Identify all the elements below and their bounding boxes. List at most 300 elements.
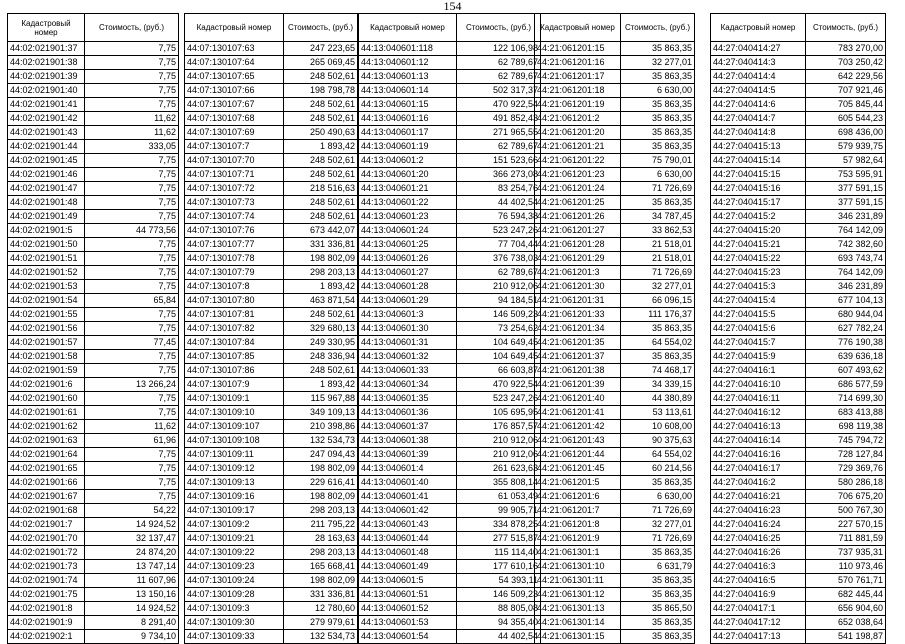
cost-cell: 248 502,61 — [284, 112, 358, 126]
table-row — [359, 378, 541, 392]
cadastral-number-cell: 44:07:130107:78 — [185, 252, 284, 266]
cost-cell: 32 277,01 — [621, 280, 695, 294]
table-row — [8, 224, 179, 238]
cadastral-number-cell: 44:02:021901:63 — [8, 434, 85, 448]
cost-cell: 227 570,15 — [806, 518, 886, 532]
cost-cell: 8 291,40 — [85, 616, 179, 630]
cost-cell: 248 502,61 — [284, 210, 358, 224]
cost-cell: 7,75 — [85, 350, 179, 364]
cost-cell: 7,75 — [85, 322, 179, 336]
cost-cell: 1 893,42 — [284, 140, 358, 154]
table-row — [535, 336, 695, 350]
table-row — [185, 350, 358, 364]
cadastral-number-cell: 44:21:061201:44 — [535, 448, 621, 462]
cadastral-table — [184, 13, 358, 644]
table-row — [185, 196, 358, 210]
table-row — [8, 196, 179, 210]
table-row — [185, 406, 358, 420]
cadastral-number-cell: 44:27:040415:2 — [711, 210, 806, 224]
table-row — [359, 476, 541, 490]
cost-cell: 165 668,41 — [284, 560, 358, 574]
cadastral-number-cell: 44:21:061201:31 — [535, 294, 621, 308]
table-row — [359, 574, 541, 588]
table-row — [8, 350, 179, 364]
table-row — [359, 42, 541, 56]
cadastral-number-cell: 44:07:130109:1 — [185, 392, 284, 406]
cadastral-number-cell: 44:13:040601:25 — [359, 238, 457, 252]
cost-cell: 271 965,55 — [457, 126, 541, 140]
cadastral-number-cell: 44:02:021901:60 — [8, 392, 85, 406]
table-row — [185, 266, 358, 280]
cadastral-number-cell: 44:13:040601:21 — [359, 182, 457, 196]
cadastral-number-cell: 44:02:021901:62 — [8, 420, 85, 434]
table-row — [8, 560, 179, 574]
cost-cell: 7,75 — [85, 280, 179, 294]
cadastral-number-cell: 44:21:061201:40 — [535, 392, 621, 406]
cadastral-number-cell: 44:21:061201:41 — [535, 406, 621, 420]
table-row — [8, 154, 179, 168]
cadastral-number-cell: 44:13:040601:52 — [359, 602, 457, 616]
cost-cell: 541 198,87 — [806, 630, 886, 644]
cost-cell: 729 369,76 — [806, 462, 886, 476]
table-row — [359, 84, 541, 98]
table-row — [359, 406, 541, 420]
cost-cell: 66 096,15 — [621, 294, 695, 308]
cadastral-number-cell: 44:13:040601:32 — [359, 350, 457, 364]
cadastral-number-cell: 44:13:040601:36 — [359, 406, 457, 420]
table-row — [711, 560, 886, 574]
cost-cell: 652 038,64 — [806, 616, 886, 630]
cadastral-number-cell: 44:21:061201:43 — [535, 434, 621, 448]
table-row — [8, 308, 179, 322]
cost-cell: 627 782,24 — [806, 322, 886, 336]
table-row — [8, 504, 179, 518]
table-row — [535, 308, 695, 322]
cadastral-number-cell: 44:21:061201:17 — [535, 70, 621, 84]
cadastral-number-cell: 44:07:130109:24 — [185, 574, 284, 588]
cadastral-number-cell: 44:27:040416:10 — [711, 378, 806, 392]
cost-cell: 122 106,98 — [457, 42, 541, 56]
table-row — [535, 378, 695, 392]
table-row — [359, 434, 541, 448]
cost-cell: 176 857,57 — [457, 420, 541, 434]
table-header-row — [711, 14, 886, 42]
header-cadastral-number: Кадастровый номер — [711, 14, 806, 42]
cadastral-number-cell: 44:13:040601:49 — [359, 560, 457, 574]
table-row — [185, 630, 358, 644]
cadastral-number-cell: 44:13:040601:54 — [359, 630, 457, 644]
cadastral-number-cell: 44:02:021901:43 — [8, 126, 85, 140]
table-row — [359, 420, 541, 434]
cadastral-number-cell: 44:21:061201:21 — [535, 140, 621, 154]
cost-cell: 64 554,02 — [621, 448, 695, 462]
table-row — [8, 420, 179, 434]
cadastral-number-cell: 44:02:021901:58 — [8, 350, 85, 364]
cost-cell: 7,75 — [85, 252, 179, 266]
cost-cell: 698 119,38 — [806, 420, 886, 434]
table-row — [185, 168, 358, 182]
cost-cell: 146 509,23 — [457, 308, 541, 322]
cost-cell: 470 922,54 — [457, 98, 541, 112]
cadastral-number-cell: 44:07:130107:79 — [185, 266, 284, 280]
cost-cell: 248 502,61 — [284, 70, 358, 84]
cadastral-number-cell: 44:27:040415:17 — [711, 196, 806, 210]
cadastral-number-cell: 44:13:040601:23 — [359, 210, 457, 224]
table-row — [185, 70, 358, 84]
cadastral-number-cell: 44:21:061201:18 — [535, 84, 621, 98]
cadastral-number-cell: 44:21:061201:42 — [535, 420, 621, 434]
cadastral-number-cell: 44:02:021901:72 — [8, 546, 85, 560]
cost-cell: 579 939,75 — [806, 140, 886, 154]
cost-cell: 94 355,40 — [457, 616, 541, 630]
cost-cell: 210 398,86 — [284, 420, 358, 434]
cadastral-number-cell: 44:21:061201:2 — [535, 112, 621, 126]
table-row — [711, 196, 886, 210]
cadastral-number-cell: 44:02:021901:75 — [8, 588, 85, 602]
table-row — [359, 350, 541, 364]
table-row — [535, 602, 695, 616]
table-row — [185, 574, 358, 588]
table-row — [711, 434, 886, 448]
cadastral-number-cell: 44:02:021901:44 — [8, 140, 85, 154]
table-row — [711, 224, 886, 238]
cost-cell: 218 516,63 — [284, 182, 358, 196]
cadastral-number-cell: 44:21:061201:39 — [535, 378, 621, 392]
table-row — [359, 532, 541, 546]
table-row — [711, 126, 886, 140]
cost-cell: 677 104,13 — [806, 294, 886, 308]
cadastral-number-cell: 44:27:040414:4 — [711, 70, 806, 84]
table-row — [711, 448, 886, 462]
cost-cell: 71 726,69 — [621, 266, 695, 280]
cadastral-number-cell: 44:07:130107:68 — [185, 112, 284, 126]
table-row — [8, 98, 179, 112]
table-row — [185, 112, 358, 126]
cadastral-number-cell: 44:07:130107:76 — [185, 224, 284, 238]
cost-cell: 14 924,52 — [85, 602, 179, 616]
table-row — [535, 154, 695, 168]
cost-cell: 334 878,25 — [457, 518, 541, 532]
cost-cell: 639 636,18 — [806, 350, 886, 364]
table-row — [535, 280, 695, 294]
cadastral-number-cell: 44:21:061201:37 — [535, 350, 621, 364]
cost-cell: 349 109,13 — [284, 406, 358, 420]
cost-cell: 333,05 — [85, 140, 179, 154]
cost-cell: 74 468,17 — [621, 364, 695, 378]
table-row — [535, 42, 695, 56]
table-row — [185, 392, 358, 406]
table-row — [185, 252, 358, 266]
cost-cell: 248 502,61 — [284, 308, 358, 322]
cost-cell: 146 509,23 — [457, 588, 541, 602]
table-row — [535, 126, 695, 140]
table-row — [185, 98, 358, 112]
cadastral-number-cell: 44:27:040415:15 — [711, 168, 806, 182]
table-row — [711, 392, 886, 406]
table-row — [359, 546, 541, 560]
table-row — [8, 56, 179, 70]
table-row — [359, 224, 541, 238]
cost-cell: 44 402,54 — [457, 196, 541, 210]
cost-cell: 73 254,62 — [457, 322, 541, 336]
cost-cell: 13 266,24 — [85, 378, 179, 392]
cost-cell: 35 863,35 — [621, 574, 695, 588]
table-row — [535, 84, 695, 98]
cost-cell: 35 863,35 — [621, 140, 695, 154]
cadastral-number-cell: 44:13:040601:33 — [359, 364, 457, 378]
cost-cell: 745 794,72 — [806, 434, 886, 448]
cost-cell: 11 607,96 — [85, 574, 179, 588]
cadastral-number-cell: 44:27:040417:13 — [711, 630, 806, 644]
cadastral-number-cell: 44:27:040416:9 — [711, 588, 806, 602]
table-row — [535, 532, 695, 546]
cadastral-number-cell: 44:13:040601:43 — [359, 518, 457, 532]
cadastral-number-cell: 44:21:061201:5 — [535, 476, 621, 490]
cadastral-number-cell: 44:02:021901:73 — [8, 560, 85, 574]
table-row — [185, 490, 358, 504]
table-row — [535, 56, 695, 70]
cost-cell: 7,75 — [85, 56, 179, 70]
cost-cell: 94 184,51 — [457, 294, 541, 308]
table-row — [711, 462, 886, 476]
cost-cell: 11,62 — [85, 420, 179, 434]
table-row — [8, 532, 179, 546]
cost-cell: 9 734,10 — [85, 630, 179, 644]
cost-cell: 177 610,16 — [457, 560, 541, 574]
header-cost: Стоимость, (руб.) — [806, 14, 886, 42]
table-row — [359, 308, 541, 322]
table-row — [185, 560, 358, 574]
cost-cell: 104 649,45 — [457, 350, 541, 364]
table-row — [8, 84, 179, 98]
table-row — [359, 504, 541, 518]
table-row — [359, 196, 541, 210]
table-row — [711, 140, 886, 154]
cadastral-number-cell: 44:27:040415:9 — [711, 350, 806, 364]
cost-cell: 13 150,16 — [85, 588, 179, 602]
cost-cell: 706 675,20 — [806, 490, 886, 504]
cadastral-number-cell: 44:02:021901:57 — [8, 336, 85, 350]
cost-cell: 605 544,23 — [806, 112, 886, 126]
table-row — [711, 168, 886, 182]
cost-cell: 248 502,61 — [284, 98, 358, 112]
cost-cell: 44 380,89 — [621, 392, 695, 406]
cadastral-number-cell: 44:21:061201:9 — [535, 532, 621, 546]
cadastral-number-cell: 44:02:021901:9 — [8, 616, 85, 630]
cadastral-number-cell: 44:02:021901:51 — [8, 252, 85, 266]
table-row — [8, 112, 179, 126]
table-row — [711, 476, 886, 490]
cadastral-number-cell: 44:27:040416:25 — [711, 532, 806, 546]
cost-cell: 88 805,08 — [457, 602, 541, 616]
cadastral-number-cell: 44:13:040601:51 — [359, 588, 457, 602]
cost-cell: 7,75 — [85, 476, 179, 490]
cost-cell: 279 979,61 — [284, 616, 358, 630]
cost-cell: 32 277,01 — [621, 56, 695, 70]
cadastral-number-cell: 44:07:130107:85 — [185, 350, 284, 364]
cost-cell: 77 704,44 — [457, 238, 541, 252]
cadastral-number-cell: 44:02:021901:55 — [8, 308, 85, 322]
cadastral-number-cell: 44:02:021901:66 — [8, 476, 85, 490]
cadastral-number-cell: 44:13:040601:39 — [359, 448, 457, 462]
table-row — [185, 84, 358, 98]
table-row — [535, 238, 695, 252]
cost-cell: 35 863,35 — [621, 98, 695, 112]
table-row — [8, 588, 179, 602]
cadastral-number-cell: 44:21:061201:35 — [535, 336, 621, 350]
cadastral-number-cell: 44:02:021901:61 — [8, 406, 85, 420]
cost-cell: 7,75 — [85, 42, 179, 56]
cadastral-number-cell: 44:13:040601:14 — [359, 84, 457, 98]
cadastral-number-cell: 44:07:130107:9 — [185, 378, 284, 392]
cadastral-number-cell: 44:02:021901:45 — [8, 154, 85, 168]
cadastral-number-cell: 44:02:021901:7 — [8, 518, 85, 532]
table-header-row — [8, 14, 179, 42]
cadastral-number-cell: 44:27:040416:26 — [711, 546, 806, 560]
table-row — [359, 448, 541, 462]
cost-cell: 7,75 — [85, 392, 179, 406]
cadastral-number-cell: 44:27:040415:21 — [711, 238, 806, 252]
cadastral-number-cell: 44:21:061201:20 — [535, 126, 621, 140]
cost-cell: 35 863,35 — [621, 546, 695, 560]
cadastral-number-cell: 44:27:040416:12 — [711, 406, 806, 420]
cost-cell: 14 924,52 — [85, 518, 179, 532]
cost-cell: 682 445,44 — [806, 588, 886, 602]
table-row — [8, 546, 179, 560]
cadastral-number-cell: 44:13:040601:19 — [359, 140, 457, 154]
cost-cell: 99 905,71 — [457, 504, 541, 518]
table-row — [711, 350, 886, 364]
cost-cell: 35 863,35 — [621, 126, 695, 140]
cadastral-number-cell: 44:27:040415:3 — [711, 280, 806, 294]
cost-cell: 753 595,91 — [806, 168, 886, 182]
cost-cell: 35 863,35 — [621, 616, 695, 630]
cost-cell: 714 699,30 — [806, 392, 886, 406]
table-row — [535, 630, 695, 644]
table-row — [711, 294, 886, 308]
table-row — [711, 70, 886, 84]
cadastral-number-cell: 44:13:040601:35 — [359, 392, 457, 406]
cadastral-number-cell: 44:21:061301:10 — [535, 560, 621, 574]
table-row — [535, 434, 695, 448]
cadastral-number-cell: 44:27:040416:13 — [711, 420, 806, 434]
cadastral-number-cell: 44:02:021901:42 — [8, 112, 85, 126]
cadastral-number-cell: 44:21:061201:6 — [535, 490, 621, 504]
cadastral-number-cell: 44:02:021901:56 — [8, 322, 85, 336]
cost-cell: 35 863,35 — [621, 70, 695, 84]
cadastral-number-cell: 44:02:021901:39 — [8, 70, 85, 84]
cadastral-number-cell: 44:27:040416:2 — [711, 476, 806, 490]
cost-cell: 377 591,15 — [806, 182, 886, 196]
cadastral-number-cell: 44:27:040415:23 — [711, 266, 806, 280]
cadastral-number-cell: 44:27:040414:7 — [711, 112, 806, 126]
table-row — [8, 476, 179, 490]
table-row — [535, 294, 695, 308]
cadastral-number-cell: 44:27:040416:23 — [711, 504, 806, 518]
table-row — [185, 420, 358, 434]
table-row — [535, 616, 695, 630]
header-cadastral-number: Кадастровый номер — [359, 14, 457, 42]
cadastral-number-cell: 44:02:021902:1 — [8, 630, 85, 644]
cost-cell: 355 808,14 — [457, 476, 541, 490]
cost-cell: 35 863,35 — [621, 322, 695, 336]
table-row — [711, 266, 886, 280]
table-row — [711, 336, 886, 350]
cadastral-number-cell: 44:27:040417:12 — [711, 616, 806, 630]
table-row — [711, 84, 886, 98]
cadastral-number-cell: 44:21:061201:27 — [535, 224, 621, 238]
table-row — [359, 588, 541, 602]
cost-cell: 44 402,54 — [457, 630, 541, 644]
cadastral-number-cell: 44:02:021901:64 — [8, 448, 85, 462]
cost-cell: 35 863,35 — [621, 112, 695, 126]
cadastral-number-cell: 44:13:040601:2 — [359, 154, 457, 168]
cadastral-number-cell: 44:02:021901:68 — [8, 504, 85, 518]
cadastral-number-cell: 44:27:040416:21 — [711, 490, 806, 504]
table-row — [185, 294, 358, 308]
cadastral-number-cell: 44:21:061201:26 — [535, 210, 621, 224]
cost-cell: 77,45 — [85, 336, 179, 350]
header-cadastral-number: Кадастровый номер — [535, 14, 621, 42]
table-row — [711, 588, 886, 602]
cost-cell: 707 921,46 — [806, 84, 886, 98]
table-row — [185, 448, 358, 462]
cost-cell: 376 738,03 — [457, 252, 541, 266]
cost-cell: 737 935,31 — [806, 546, 886, 560]
table-row — [711, 238, 886, 252]
cadastral-number-cell: 44:07:130107:82 — [185, 322, 284, 336]
page-number: 154 — [443, 0, 462, 13]
cost-cell: 298 203,13 — [284, 266, 358, 280]
cost-cell: 7,75 — [85, 98, 179, 112]
cost-cell: 104 649,45 — [457, 336, 541, 350]
cost-cell: 90 375,63 — [621, 434, 695, 448]
cost-cell: 607 493,62 — [806, 364, 886, 378]
cost-cell: 261 623,63 — [457, 462, 541, 476]
cadastral-number-cell: 44:02:021901:38 — [8, 56, 85, 70]
table-row — [535, 392, 695, 406]
cost-cell: 75 790,01 — [621, 154, 695, 168]
cadastral-number-cell: 44:07:130107:71 — [185, 168, 284, 182]
cadastral-number-cell: 44:27:040415:20 — [711, 224, 806, 238]
cadastral-number-cell: 44:07:130107:73 — [185, 196, 284, 210]
cadastral-number-cell: 44:07:130107:72 — [185, 182, 284, 196]
table-row — [535, 140, 695, 154]
cost-cell: 198 798,78 — [284, 84, 358, 98]
cadastral-number-cell: 44:21:061201:19 — [535, 98, 621, 112]
cadastral-number-cell: 44:07:130109:12 — [185, 462, 284, 476]
cost-cell: 7,75 — [85, 154, 179, 168]
cost-cell: 248 502,61 — [284, 364, 358, 378]
cost-cell: 463 871,54 — [284, 294, 358, 308]
cost-cell: 151 523,66 — [457, 154, 541, 168]
cadastral-number-cell: 44:13:040601:27 — [359, 266, 457, 280]
cadastral-number-cell: 44:27:040417:1 — [711, 602, 806, 616]
cost-cell: 523 247,26 — [457, 224, 541, 238]
table-row — [185, 504, 358, 518]
table-row — [711, 602, 886, 616]
cost-cell: 7,75 — [85, 182, 179, 196]
cadastral-number-cell: 44:27:040415:13 — [711, 140, 806, 154]
cadastral-number-cell: 44:27:040415:16 — [711, 182, 806, 196]
table-row — [535, 406, 695, 420]
table-row — [185, 602, 358, 616]
cost-cell: 728 127,84 — [806, 448, 886, 462]
header-cadastral-number: Кадастровый номер — [8, 14, 85, 42]
cost-cell: 580 286,18 — [806, 476, 886, 490]
table-row — [8, 238, 179, 252]
cost-cell: 250 490,63 — [284, 126, 358, 140]
